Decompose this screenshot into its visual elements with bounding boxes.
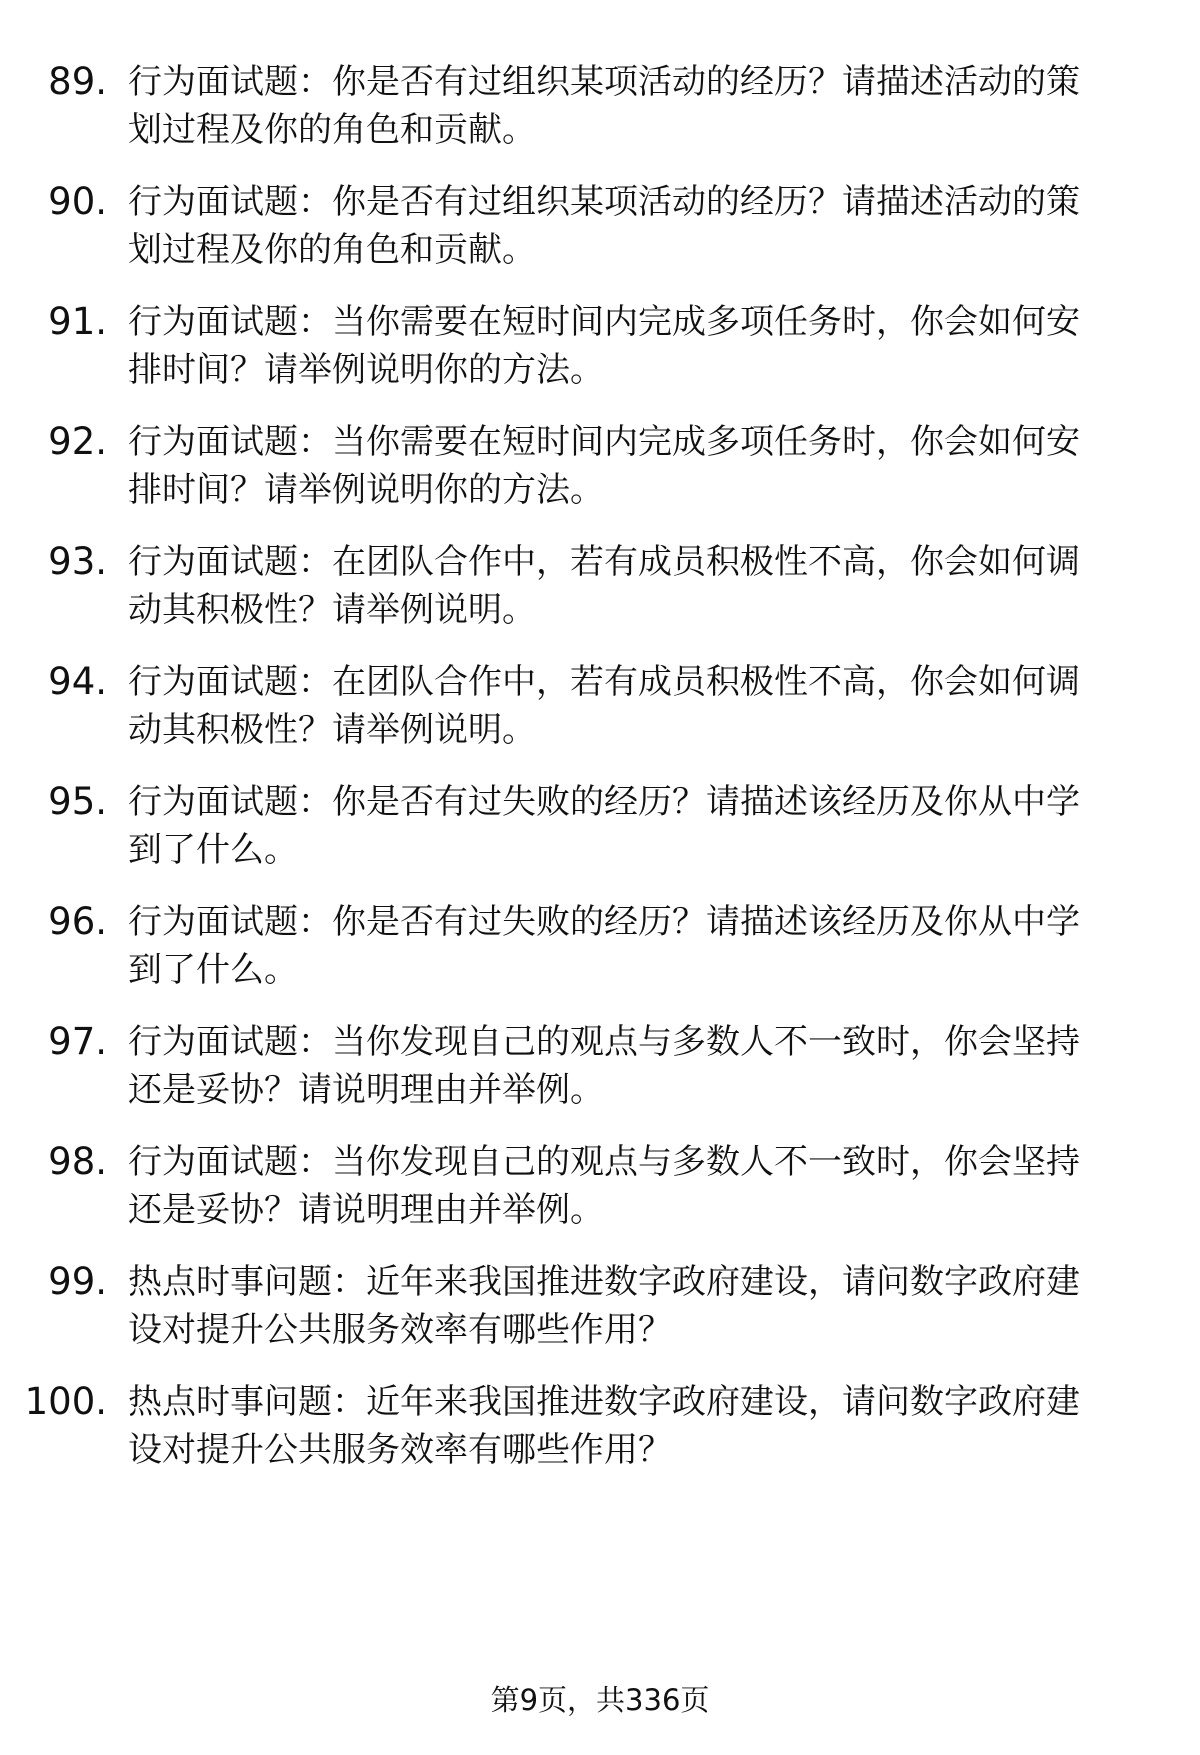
question-text: 行为面试题：当你发现自己的观点与多数人不一致时，你会坚持 还是妥协？请说明理由并举例。 bbox=[128, 1142, 1080, 1230]
question-item bbox=[0, 658, 1200, 778]
question-text: 行为面试题：你是否有过失败的经历？请描述该经历及你从中学 到了什么。 bbox=[128, 902, 1080, 990]
question-item bbox=[0, 1018, 1200, 1138]
question-number: 91. bbox=[48, 300, 107, 343]
question-number: 94. bbox=[48, 660, 107, 703]
question-number: 96. bbox=[48, 900, 107, 943]
question-item bbox=[0, 298, 1200, 418]
question-text: 行为面试题：当你需要在短时间内完成多项任务时，你会如何安 排时间？请举例说明你的方法。 bbox=[128, 422, 1080, 510]
question-item bbox=[0, 418, 1200, 538]
question-item bbox=[0, 178, 1200, 298]
question-text: 行为面试题：你是否有过失败的经历？请描述该经历及你从中学 到了什么。 bbox=[128, 782, 1080, 870]
question-item bbox=[0, 58, 1200, 178]
question-item bbox=[0, 1378, 1200, 1498]
question-number: 92. bbox=[48, 420, 107, 463]
question-text: 行为面试题：在团队合作中，若有成员积极性不高，你会如何调 动其积极性？请举例说明。 bbox=[128, 662, 1080, 750]
question-text: 热点时事问题：近年来我国推进数字政府建设，请问数字政府建 设对提升公共服务效率有哪些作用？ bbox=[128, 1382, 1080, 1470]
question-item bbox=[0, 538, 1200, 658]
question-text: 热点时事问题：近年来我国推进数字政府建设，请问数字政府建 设对提升公共服务效率有哪些作用？ bbox=[128, 1262, 1080, 1350]
question-text: 行为面试题：当你发现自己的观点与多数人不一致时，你会坚持 还是妥协？请说明理由并举例。 bbox=[128, 1022, 1080, 1110]
question-number: 90. bbox=[48, 180, 107, 223]
question-text: 行为面试题：当你需要在短时间内完成多项任务时，你会如何安 排时间？请举例说明你的方法。 bbox=[128, 302, 1080, 390]
question-text: 行为面试题：你是否有过组织某项活动的经历？请描述活动的策 划过程及你的角色和贡献。 bbox=[128, 182, 1080, 270]
question-number: 89. bbox=[48, 60, 107, 103]
question-text: 行为面试题：你是否有过组织某项活动的经历？请描述活动的策 划过程及你的角色和贡献。 bbox=[128, 62, 1080, 150]
question-number: 95. bbox=[48, 780, 107, 823]
question-number: 97. bbox=[48, 1020, 107, 1063]
question-item bbox=[0, 1258, 1200, 1378]
question-number: 100. bbox=[24, 1380, 107, 1423]
question-item bbox=[0, 778, 1200, 898]
question-number: 93. bbox=[48, 540, 107, 583]
question-item bbox=[0, 898, 1200, 1018]
question-number: 98. bbox=[48, 1140, 107, 1183]
page-footer: 第9页，共336页 bbox=[490, 1683, 710, 1717]
question-text: 行为面试题：在团队合作中，若有成员积极性不高，你会如何调 动其积极性？请举例说明。 bbox=[128, 542, 1080, 630]
question-item bbox=[0, 1138, 1200, 1258]
question-number: 99. bbox=[48, 1260, 107, 1303]
